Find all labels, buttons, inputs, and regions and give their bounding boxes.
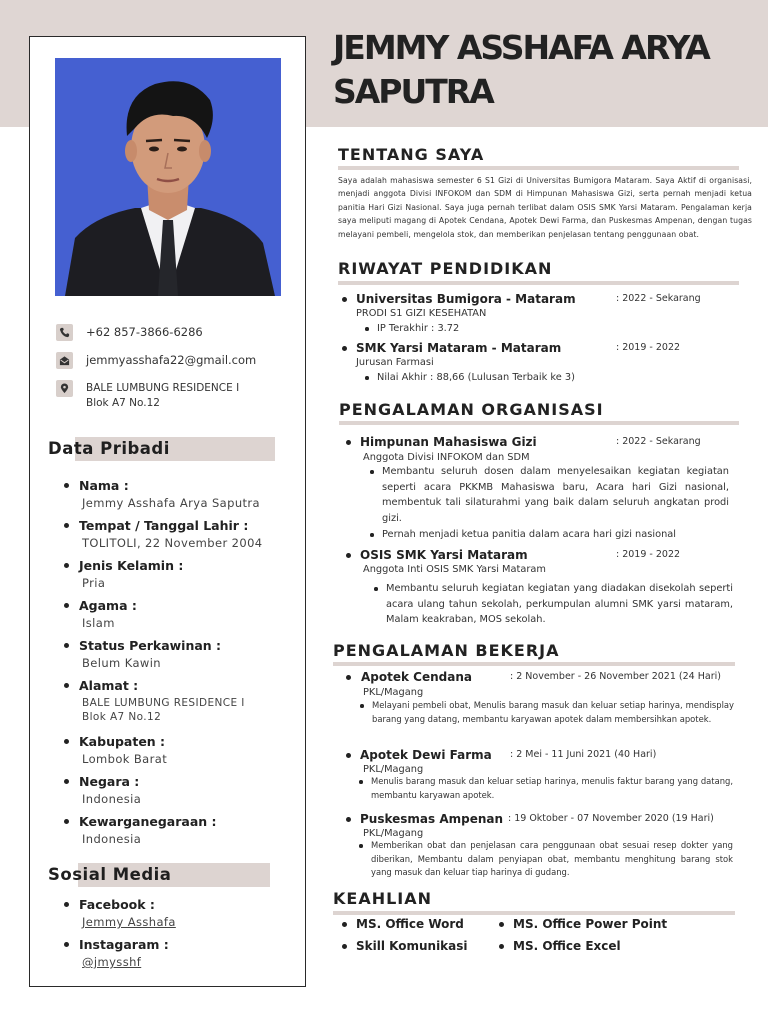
about-paragraph: Saya adalah mahasiswa semester 6 S1 Gizi di Universitas Bumigora Mataram. Saya Aktif di organisasi, menjadi anggota Divisi INFOKOM dan SDM di Himpunan Mahasiswa Gizi, serta pernah menjadi ketua panitia Hari Gizi Nasional. Saya juga pernah terlibat dalam OSIS SMK Yarsi Mataram. Pengalaman kerja saya meliputi magang di Apotek Cendana, Apotek Dewi Farma, dan Puskesmas Ampenan, dengan tugas melayani pembeli, mengelola stok, dan memberikan penjelasan tentang penggunaan obat. — [338, 176, 752, 239]
tentang-saya-heading: TENTANG SAYA — [338, 145, 485, 164]
full-name-title: JEMMY ASSHAFA ARYA SAPUTRA — [333, 28, 709, 111]
skill-item: Skill Komunikasi — [356, 939, 468, 953]
skill-item: MS. Office Power Point — [513, 917, 667, 931]
mail-icon — [56, 352, 73, 369]
profile-photo — [55, 58, 281, 296]
pengalaman-organisasi-heading: PENGALAMAN ORGANISASI — [339, 400, 604, 419]
data-pribadi-heading: Data Pribadi — [48, 437, 170, 461]
riwayat-pendidikan-heading: RIWAYAT PENDIDIKAN — [338, 259, 553, 278]
phone-icon — [56, 324, 73, 341]
email-address: jemmyasshafa22@gmail.com — [86, 353, 257, 367]
pengalaman-bekerja-heading: PENGALAMAN BEKERJA — [333, 641, 560, 660]
section-divider — [338, 281, 739, 285]
location-pin-icon — [56, 380, 73, 397]
phone-number: +62 857-3866-6286 — [86, 325, 203, 339]
address-line-1: BALE LUMBUNG RESIDENCE I — [86, 382, 240, 394]
instagram-link[interactable]: @jmysshf — [82, 955, 142, 969]
sosial-media-heading: Sosial Media — [48, 863, 171, 887]
skill-item: MS. Office Excel — [513, 939, 621, 953]
section-divider — [333, 662, 735, 666]
skill-item: MS. Office Word — [356, 917, 464, 931]
keahlian-heading: KEAHLIAN — [333, 889, 433, 908]
section-divider — [339, 421, 739, 425]
section-divider — [333, 911, 735, 915]
address-line-2: Blok A7 No.12 — [86, 397, 160, 409]
section-divider — [338, 166, 739, 170]
facebook-link[interactable]: Jemmy Asshafa — [82, 915, 176, 929]
profile-photo-image — [55, 58, 281, 296]
